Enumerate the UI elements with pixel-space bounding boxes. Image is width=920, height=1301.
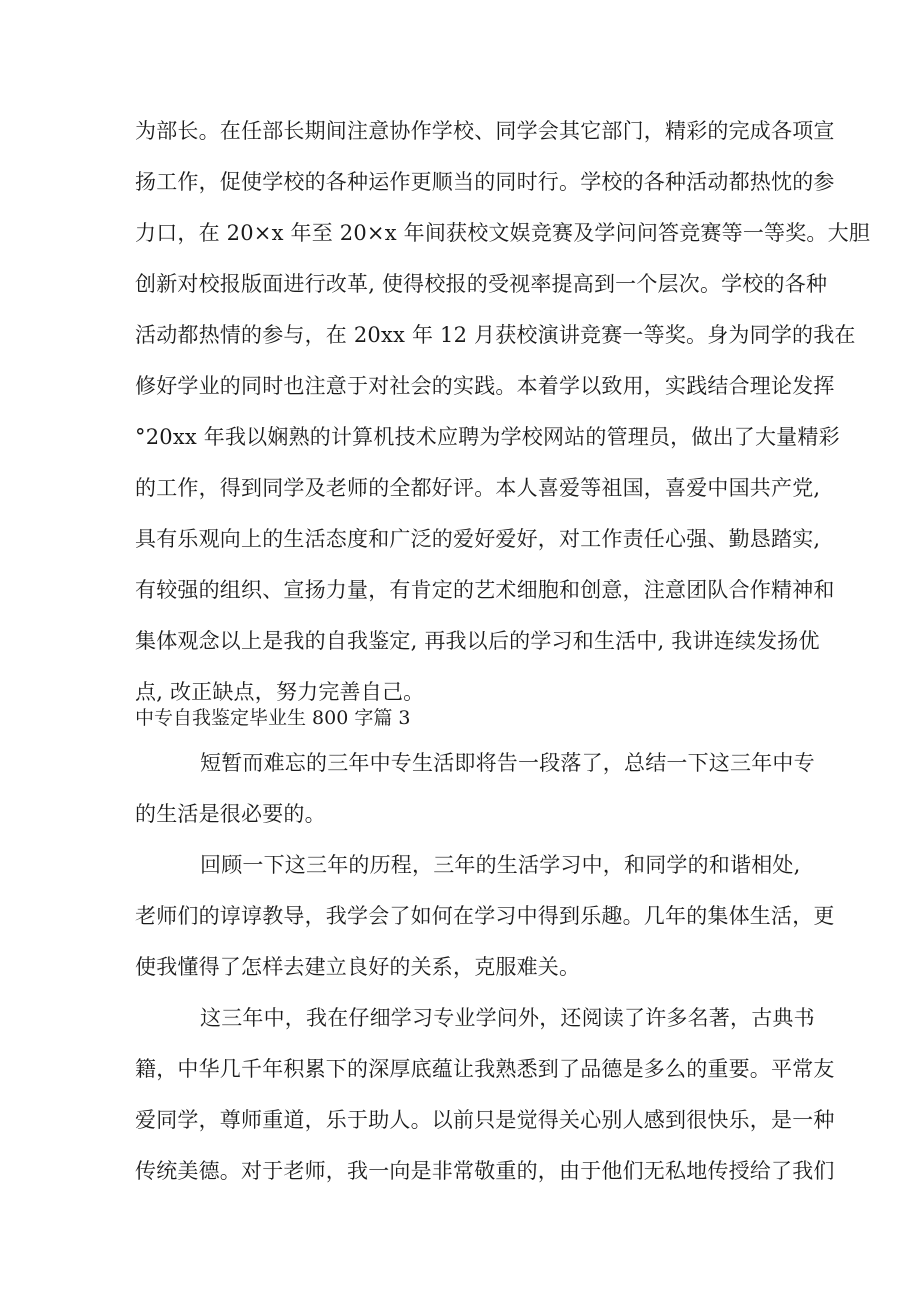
text-line: 短暂而难忘的三年中专生活即将告一段落了，总结一下这三年中专 [200, 751, 815, 775]
text-line: 的工作，得到同学及老师的全都好评。本人喜爱等祖国，喜爱中国共产党, [135, 476, 821, 500]
text-line: 集体观念以上是我的自我鉴定, 再我以后的学习和生活中, 我讲连续发扬优 [135, 629, 820, 653]
text-line: 为部长。在任部长期间注意协作学校、同学会其它部门，精彩的完成各项宣 [135, 119, 835, 143]
text-line: 点, 改正缺点，努力完善自己。 [135, 680, 425, 704]
text-line: 这三年中，我在仔细学习专业学问外，还阅读了许多名著，古典书 [200, 1006, 815, 1030]
text-line: 回顾一下这三年的历程，三年的生活学习中，和同学的和谐相处, [200, 853, 801, 877]
text-line: 籍，中华几千年积累下的深厚底蕴让我熟悉到了品德是多么的重要。平常友 [135, 1057, 835, 1081]
text-line: 创新对校报版面进行改革, 使得校报的受视率提高到一个层次。学校的各种 [135, 272, 828, 296]
text-line: 的生活是很必要的。 [135, 802, 326, 826]
text-line: 活动都热情的参与，在 20xx 年 12 月获校演讲竞赛一等奖。身为同学的我在 [135, 323, 856, 347]
text-line: 老师们的谆谆教导，我学会了如何在学习中得到乐趣。几年的集体生活，更 [135, 904, 835, 928]
text-line: 力口，在 20×x 年至 20×x 年间获校文娱竞赛及学问问答竞赛等一等奖。大胆 [135, 221, 871, 245]
text-line: 爱同学，尊师重道，乐于助人。以前只是觉得关心别人感到很快乐，是一种 [135, 1108, 835, 1132]
text-line: 传统美德。对于老师，我一向是非常敬重的，由于他们无私地传授给了我们 [135, 1159, 835, 1183]
section-title: 中专自我鉴定毕业生 800 字篇 3 [135, 707, 411, 729]
text-line: 具有乐观向上的生活态度和广泛的爱好爱好，对工作责任心强、勤恳踏实, [135, 527, 821, 551]
text-line: 有较强的组织、宣扬力量，有肯定的艺术细胞和创意，注意团队合作精神和 [135, 578, 835, 602]
text-line: °20xx 年我以娴熟的计算机技术应聘为学校网站的管理员，做出了大量精彩 [135, 425, 840, 449]
text-line: 扬工作，促使学校的各种运作更顺当的同时行。学校的各种活动都热忱的参 [135, 170, 835, 194]
text-line: 修好学业的同时也注意于对社会的实践。本着学以致用，实践结合理论发挥 [135, 374, 835, 398]
text-line: 使我懂得了怎样去建立良好的关系，克服难关。 [135, 955, 581, 979]
